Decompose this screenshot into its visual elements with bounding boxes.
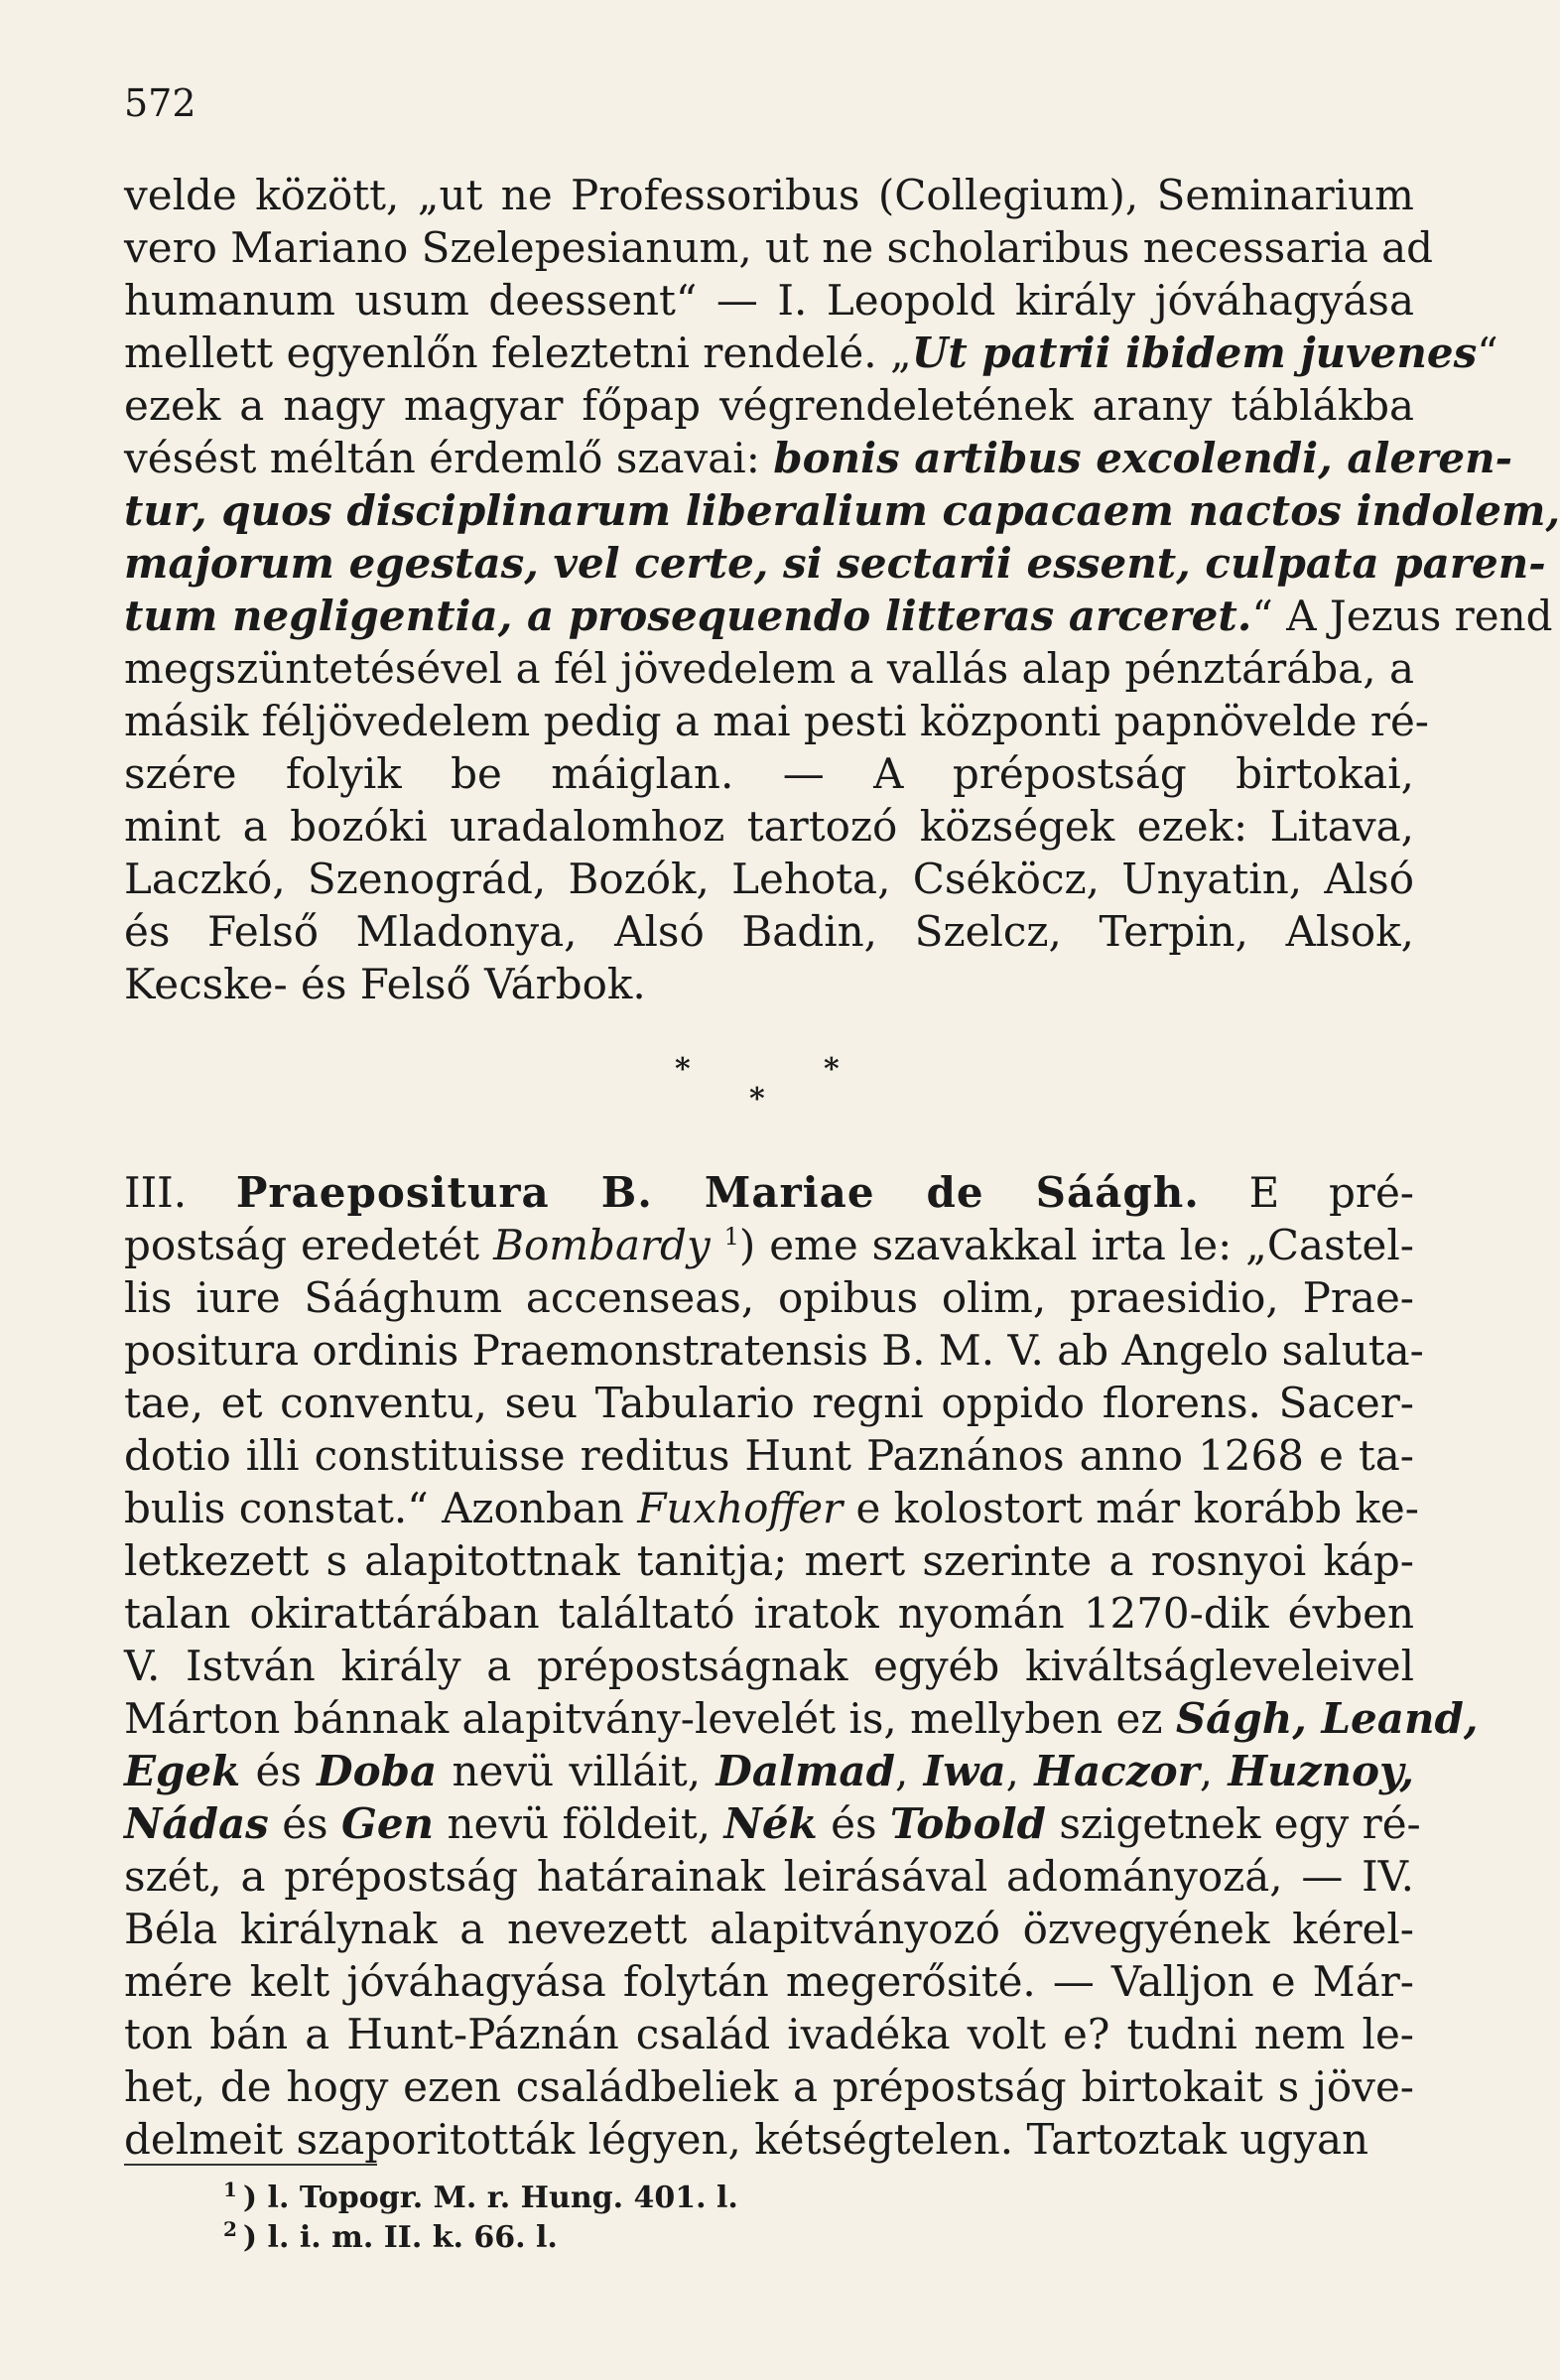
text-line [124, 590, 1553, 642]
text-run: het, de hogy ezen családbeliek a prépostság birtokait s jöve- [124, 2062, 1414, 2111]
text-line [124, 747, 1414, 800]
text-run: Haczor [1034, 1747, 1200, 1795]
text-run: humanum usum deessent“ — I. Leopold király jóváhagyása [124, 276, 1414, 325]
footnote-rule [124, 2164, 377, 2166]
text-run: positura ordinis Praemonstratensis B. M. V. ab Angelo saluta- [124, 1326, 1424, 1375]
text-run: V. István király a prépostságnak egyéb kiváltságleveleivel [124, 1642, 1414, 1690]
text-run: megszüntetésével a fél jövedelem a vallás alap pénztárába, a [124, 644, 1414, 693]
text-run: e kolostort már korább ke- [843, 1484, 1419, 1532]
text-run: szére folyik be máiglan. — A prépostság birtokai, [124, 749, 1414, 798]
text-run: Ságh, Leand, [1175, 1694, 1479, 1743]
text-line [124, 1482, 1419, 1534]
text-run: Dalmad [715, 1747, 896, 1795]
text-line [124, 1692, 1479, 1745]
footnote-marker: 1 [223, 2178, 237, 2201]
text-run: III. [124, 1168, 236, 1217]
text-run: szét, a prépostság határainak leirásával adományozá, — IV. [124, 1852, 1414, 1901]
footnote-1 [223, 2179, 1116, 2218]
text-run: ezek a nagy magyar főpap végrendeletének arany táblákba [124, 381, 1414, 430]
text-run: ) eme szavakkal irta le: „Castel- [738, 1221, 1415, 1269]
text-line [124, 1534, 1414, 1587]
text-line [124, 853, 1414, 905]
text-run: Iwa [923, 1747, 1006, 1795]
text-run: talan okirattárában találtató iratok nyomán 1270-dik évben [124, 1589, 1414, 1638]
text-line [124, 642, 1414, 695]
text-line [124, 327, 1498, 379]
text-run: tae, et conventu, seu Tabulario regni oppido florens. Sacer- [124, 1379, 1414, 1427]
text-line [124, 2060, 1414, 2113]
text-line [124, 1377, 1414, 1429]
text-run: “ [1477, 329, 1498, 377]
text-run: Márton bánnak alapitvány-levelét is, mellyben ez [124, 1694, 1176, 1743]
text-line [124, 379, 1414, 432]
paragraph-one [124, 169, 1560, 1010]
text-run: vésést méltán érdemlő szavai: [124, 434, 774, 482]
text-run: és [817, 1799, 890, 1848]
text-run: mére kelt jóváhagyása folytán megerősité. — Valljon e Már- [124, 1957, 1414, 2006]
text-run: vero Mariano Szelepesianum, ut ne scholaribus necessaria ad [124, 223, 1434, 272]
text-line [124, 1587, 1414, 1640]
text-run: és [268, 1799, 341, 1848]
text-run: Béla királynak a nevezett alapitványozó özvegyének kérel- [124, 1905, 1414, 1953]
text-run: másik féljövedelem pedig a mai pesti központi papnövelde ré- [124, 697, 1430, 745]
text-run: “ A Jezus rend [1251, 592, 1553, 640]
text-run: ton bán a Hunt-Páznán család ivadéka volt e? tudni nem le- [124, 2010, 1414, 2058]
text-line [124, 432, 1513, 484]
text-run: majorum egestas, vel certe, si sectarii essent, culpata paren- [124, 539, 1546, 588]
footnote-ref: 1 [723, 1223, 739, 1251]
footnotes [223, 2179, 1116, 2258]
text-run: postság eredetét [124, 1221, 494, 1269]
text-line [124, 1640, 1414, 1692]
text-run: Fuxhoffer [637, 1484, 844, 1532]
paragraph-two [124, 1166, 1479, 2166]
text-run: nevü földeit, [434, 1799, 724, 1848]
text-line [124, 274, 1414, 327]
text-run: Laczkó, Szenográd, Bozók, Lehota, Cséköcz, Unyatin, Alsó [124, 855, 1414, 903]
text-run: dotio illi constituisse reditus Hunt Paznános anno 1268 e ta- [124, 1431, 1414, 1480]
text-line [124, 537, 1546, 590]
text-run: Bombardy [493, 1221, 711, 1269]
text-line [124, 221, 1434, 274]
text-line [124, 2113, 1414, 2166]
text-line [124, 1429, 1414, 1482]
text-line [124, 1166, 1414, 1219]
text-run [711, 1221, 724, 1269]
text-run: Nádas [124, 1799, 269, 1848]
text-run: , [895, 1747, 924, 1795]
text-run: Huznoy, [1228, 1747, 1415, 1795]
text-line [124, 1745, 1414, 1797]
text-line [124, 1324, 1424, 1377]
text-run: E pré- [1199, 1168, 1414, 1217]
text-run: , [1199, 1747, 1229, 1795]
text-run: Kecske- és Felső Várbok. [124, 960, 646, 1008]
text-line [124, 1903, 1414, 1955]
text-run: tur, quos disciplinarum liberalium capacaem nactos indolem, [124, 486, 1560, 535]
text-line [124, 1850, 1414, 1903]
text-run: Praepositura B. Mariae de Sáágh. [235, 1168, 1200, 1217]
asterism-star: * [824, 1052, 840, 1087]
text-run: velde között, „ut ne Professoribus (Collegium), Seminarium [124, 171, 1414, 219]
footnote-marker: 2 [223, 2217, 237, 2241]
text-line [124, 484, 1560, 537]
text-run: és Felső Mladonya, Alsó Badin, Szelcz, Terpin, Alsok, [124, 907, 1414, 956]
footnote-2 [223, 2218, 1116, 2258]
text-run: nevü villáit, [437, 1747, 716, 1795]
text-run: , [1005, 1747, 1035, 1795]
text-run: mellett egyenlőn feleztetni rendelé. „ [124, 329, 912, 377]
text-run: mint a bozóki uradalomhoz tartozó községek ezek: Litava, [124, 802, 1414, 851]
text-run: Egek [124, 1747, 241, 1795]
page-number: 572 [124, 81, 196, 125]
text-run: bonis artibus excolendi, aleren- [773, 434, 1513, 482]
text-line [124, 2008, 1414, 2060]
text-run: tum negligentia, a prosequendo litteras arceret. [124, 592, 1252, 640]
text-run: delmeit szaporitották légyen, kétségtelen. Tartoztak ugyan [124, 2115, 1369, 2164]
asterism-star: * [749, 1082, 765, 1117]
text-run: Ut patrii ibidem juvenes [911, 329, 1478, 377]
text-line [124, 1219, 1414, 1271]
text-run: letkezett s alapitottnak tanitja; mert szerinte a rosnyoi káp- [124, 1536, 1414, 1585]
body-text [124, 169, 1560, 2166]
text-line [124, 1797, 1421, 1850]
text-run: Doba [317, 1747, 438, 1795]
text-line [124, 905, 1414, 958]
text-line [124, 958, 1414, 1010]
text-run: Gen [340, 1799, 435, 1848]
text-line [124, 695, 1430, 747]
asterism-divider [655, 1052, 853, 1131]
text-line [124, 800, 1414, 853]
text-run: lis iure Sáághum accenseas, opibus olim, praesidio, Prae- [124, 1273, 1414, 1322]
footnote-text: ) l. i. m. II. k. 66. l. [242, 2220, 558, 2255]
text-run: Tobold [889, 1799, 1047, 1848]
text-run: és [240, 1747, 318, 1795]
asterism-star: * [675, 1052, 691, 1087]
text-run: bulis constat.“ Azonban [124, 1484, 638, 1532]
text-run: Nék [723, 1799, 818, 1848]
text-line [124, 169, 1414, 221]
text-line [124, 1955, 1414, 2008]
footnote-text: ) l. Topogr. M. r. Hung. 401. l. [242, 2181, 738, 2215]
text-line [124, 1271, 1414, 1324]
text-run: szigetnek egy ré- [1046, 1799, 1421, 1848]
